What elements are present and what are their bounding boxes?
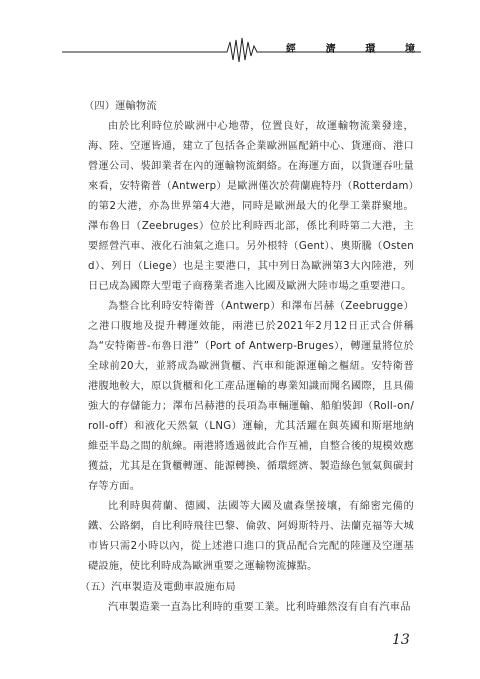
header-title-char: 環 bbox=[365, 44, 377, 55]
header-title-char: 濟 bbox=[325, 44, 337, 55]
header-title-char: 經 bbox=[286, 44, 297, 55]
page-header bbox=[0, 0, 480, 70]
header-wave-rule bbox=[0, 0, 480, 70]
paragraph: 比利時與荷蘭、德國、法國等大國及盧森堡接壤，有綿密完備的鐵、公路網，自比利時飛往巴黎、倫敦、阿姆斯特丹、法蘭克福等大城市皆只需2小時以內，從上述港口進口的貨品配合完配的陸運及空運基礎設施，使比利時成為歐洲重要之運輸物流據點。 bbox=[88, 501, 414, 572]
paragraph: 汽車製造業一直為比利時的重要工業。比利時雖然沒有自有汽車品 bbox=[108, 602, 411, 613]
paragraph: 為整合比利時安特衛普（Antwerp）和澤布呂赫（Zeebrugge）之港口腹地及提升轉運效能，兩港已於2021年2月12日正式合併稱為“安特衛普-布魯日港”（Port of Antwerp-Bruges），轉運量將位於全球前20大，並將成為歐洲貨櫃、汽車和能源運輸之樞紐。安特衛普港腹地較大，原以貨櫃和化工產品運輸的專業知識而聞名國際，且具備強大的存儲能力；澤布呂赫港的長項為車輛運輸、船舶裝卸（Roll-on/roll-off）和液化天然氣（LNG）運輸，尤其活躍在與英國和斯堪地納維亞半島之間的航線。兩港將透過彼此合作互補，自整合後的規模效應獲益，尤其是在貨櫃轉運、能源轉換、循環經濟、製造綠色氫氣與碳封存等方面。 bbox=[88, 301, 414, 492]
header-title bbox=[286, 40, 416, 55]
header-title-char: 境 bbox=[404, 44, 416, 55]
page-number: 13 bbox=[392, 632, 410, 648]
page-body bbox=[80, 97, 414, 618]
paragraph: 由於比利時位於歐洲中心地帶，位置良好，故運輸物流業發達，海、陸、空運皆通，建立了包括各企業歐洲區配銷中心、貨運商、港口營運公司、裝卸業者在內的運輸物流網絡。在海運方面，以貨運吞吐量來看，安特衛普（Antwerp）是歐洲僅次於荷蘭鹿特丹（Rotterdam）的第2大港，亦為世界第4大港，同時是歐洲最大的化學工業群聚地。澤布魯日（Zeebruges）位於比利時西北部，係比利時第二大港，主要經營汽車、液化石油氣之進口。另外根特（Gent）、奧斯騰（Ostend）、列日（Liege）也是主要港口，其中列日為歐洲第3大內陸港，列日已成為國際大型電子商務業者進入比國及歐洲大陸市場之重要港口。 bbox=[88, 121, 414, 292]
section-heading-transport-logistics: （四）運輸物流 bbox=[84, 101, 157, 112]
section-heading-automotive: （五）汽車製造及電動車設施布局 bbox=[80, 582, 236, 593]
